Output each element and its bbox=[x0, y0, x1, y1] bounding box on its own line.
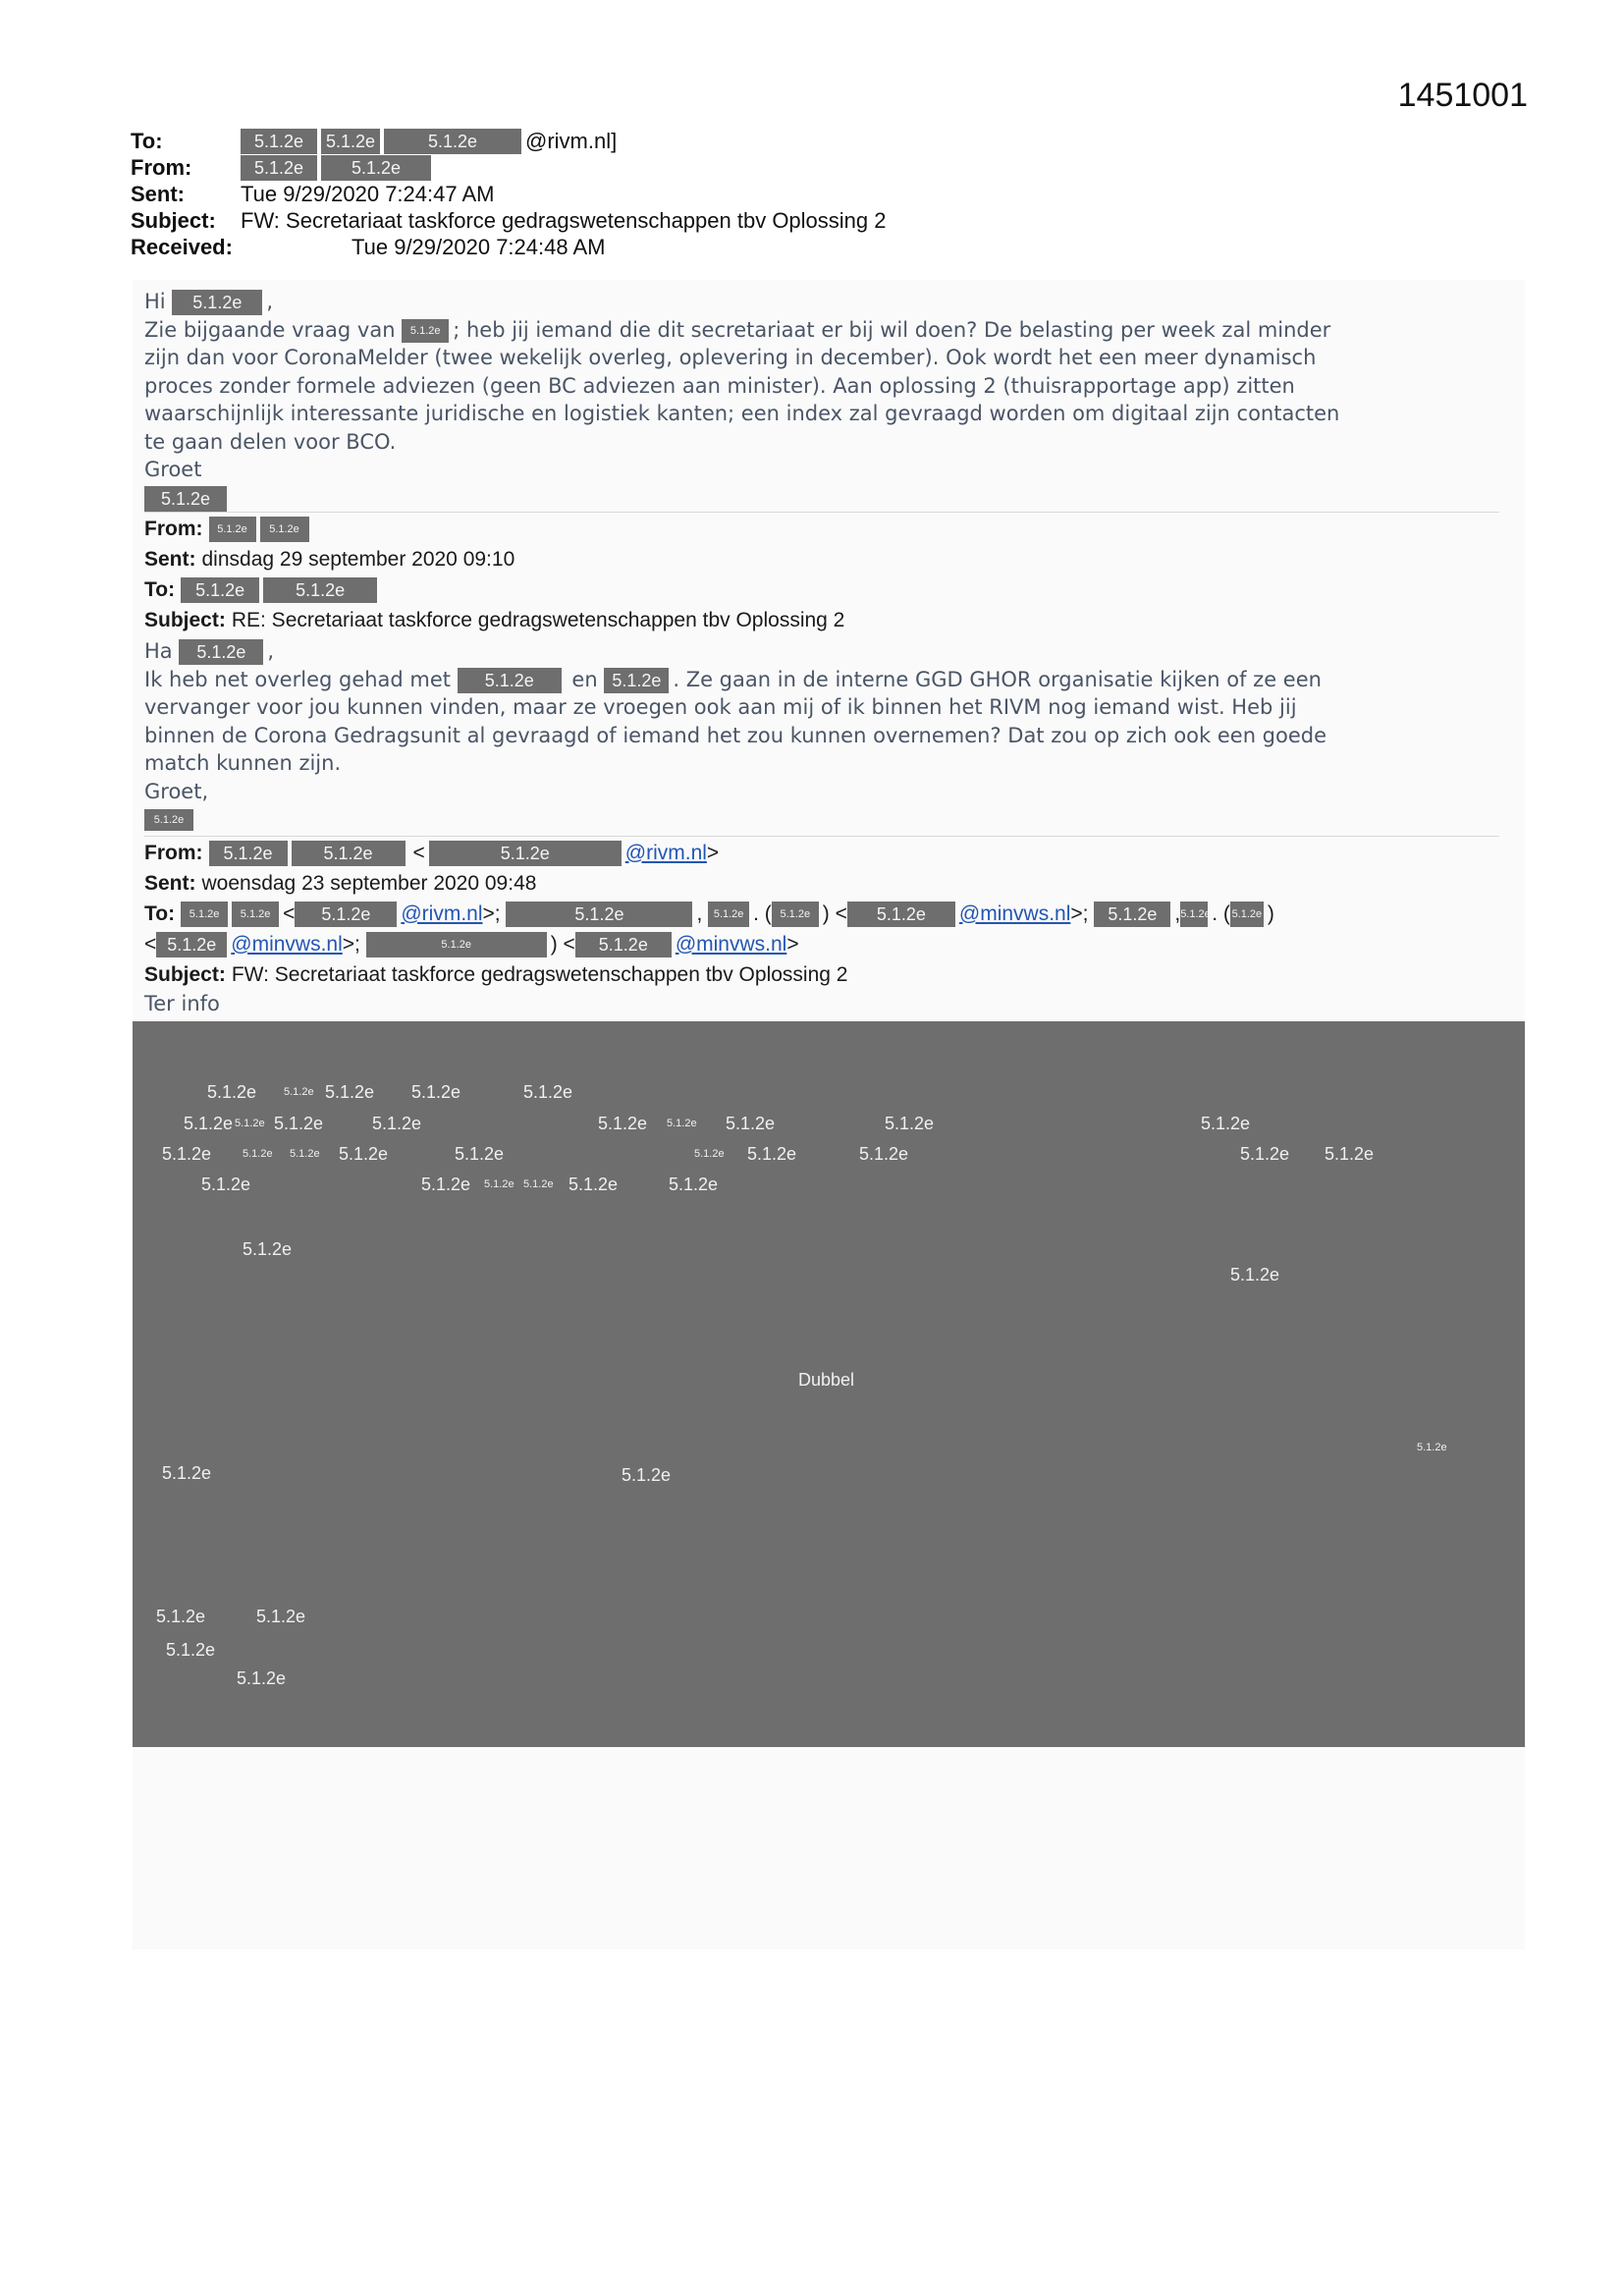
body-line bbox=[144, 666, 1499, 694]
redaction-label: 5.1.2e bbox=[325, 1082, 375, 1102]
from-row: From: 5.1.2e 5.1.2e < 5.1.2e @rivm.nl > bbox=[144, 841, 720, 864]
to-email-suffix: @rivm.nl] bbox=[525, 128, 618, 153]
redaction-label: 5.1.2e bbox=[1417, 1442, 1447, 1453]
email-link[interactable]: @rivm.nl bbox=[401, 902, 483, 925]
redaction-label: 5.1.2e bbox=[237, 1668, 287, 1688]
redacted-attachment-block bbox=[133, 1021, 1525, 1747]
to-row: To: 5.1.2e 5.1.2e < 5.1.2e @rivm.nl >; 5.1.2e , 5.1.2e . ( 5.1.2e ) < 5.1.2e @minvws.nl >; 5.1.2e , 5.1.2e . ( 5.1.2e ) bbox=[144, 902, 1274, 925]
redaction-box: 5.1.2e bbox=[260, 517, 309, 542]
redaction-label: 5.1.2e bbox=[859, 1144, 909, 1164]
redaction-box: 5.1.2e bbox=[292, 841, 406, 866]
header-to-row bbox=[131, 128, 887, 154]
redaction-label: 5.1.2e bbox=[256, 1607, 306, 1626]
redaction-box: 5.1.2e bbox=[241, 129, 317, 154]
redaction-label: 5.1.2e bbox=[669, 1175, 719, 1194]
from-label: From: bbox=[144, 841, 203, 864]
body-line: binnen de Corona Gedragsunit al gevraagd of iemand het zou kunnen overnemen? Dat zou op zich ook een goede bbox=[144, 723, 1327, 747]
redaction-label: 5.1.2e bbox=[747, 1144, 797, 1164]
redaction-label: 5.1.2e bbox=[339, 1144, 389, 1164]
sent-row bbox=[144, 868, 1499, 899]
redaction-box: 5.1.2e bbox=[429, 841, 622, 866]
redaction-box: 5.1.2e bbox=[209, 841, 288, 866]
redaction-box: 5.1.2e bbox=[321, 155, 431, 181]
separator bbox=[144, 836, 1499, 837]
redaction-box: 5.1.2e bbox=[1180, 902, 1208, 927]
greeting: Ha bbox=[144, 639, 173, 663]
redaction-box: 5.1.2e bbox=[295, 902, 397, 927]
redaction-box: 5.1.2e bbox=[604, 668, 669, 693]
redaction-box: 5.1.2e bbox=[847, 902, 955, 927]
greeting: Hi bbox=[144, 290, 166, 313]
sent-value: woensdag 23 september 2020 09:48 bbox=[201, 871, 537, 895]
sent-value: Tue 9/29/2020 7:24:47 AM bbox=[241, 181, 495, 206]
message-1-body bbox=[144, 288, 1499, 512]
redaction-label: 5.1.2e bbox=[274, 1114, 324, 1133]
redaction-box: 5.1.2e bbox=[506, 902, 692, 927]
redaction-label: 5.1.2e bbox=[284, 1086, 314, 1098]
redaction-label: 5.1.2e bbox=[162, 1463, 212, 1483]
subject-label: Subject: bbox=[131, 207, 216, 233]
redaction-box: 5.1.2e bbox=[144, 809, 193, 831]
redaction-box: 5.1.2e bbox=[179, 639, 263, 665]
body-text: Zie bijgaande vraag van bbox=[144, 317, 396, 342]
body-text: . Ze gaan in de interne GGD GHOR organisatie kijken of ze een bbox=[673, 667, 1322, 691]
to-row-continued: < 5.1.2e @minvws.nl >; 5.1.2e ) < 5.1.2e @minvws.nl > bbox=[144, 932, 799, 956]
redaction-box: 5.1.2e bbox=[708, 902, 749, 927]
message-2-header bbox=[144, 514, 1499, 635]
body-text: Ik heb net overleg gehad met bbox=[144, 667, 452, 691]
redaction-box: 5.1.2e bbox=[181, 577, 259, 603]
received-value: Tue 9/29/2020 7:24:48 AM bbox=[352, 234, 606, 259]
redaction-label: 5.1.2e bbox=[411, 1082, 461, 1102]
redaction-box: 5.1.2e bbox=[241, 155, 317, 181]
redaction-label: 5.1.2e bbox=[207, 1082, 257, 1102]
email-link[interactable]: @minvws.nl bbox=[958, 902, 1071, 925]
received-label: Received: bbox=[131, 234, 233, 259]
redaction-box: 5.1.2e bbox=[172, 290, 262, 315]
body-line: proces zonder formele adviezen (geen BC adviezen aan minister). Aan oplossing 2 (thuisrapportage app) zitten bbox=[144, 373, 1295, 398]
redaction-label: 5.1.2e bbox=[1325, 1144, 1375, 1164]
subject-value: FW: Secretariaat taskforce gedragswetenschappen tbv Oplossing 2 bbox=[241, 207, 887, 233]
redaction-box: 5.1.2e bbox=[263, 577, 377, 603]
to-row bbox=[144, 574, 1499, 605]
email-link[interactable]: @rivm.nl bbox=[624, 841, 707, 864]
redaction-label: 5.1.2e bbox=[455, 1144, 505, 1164]
redaction-label: 5.1.2e bbox=[1230, 1265, 1280, 1285]
redaction-box: 5.1.2e bbox=[384, 129, 521, 154]
redaction-label: 5.1.2e bbox=[421, 1175, 471, 1194]
body-line: te gaan delen voor BCO. bbox=[144, 429, 397, 454]
greeting-line: Ha 5.1.2e , bbox=[144, 639, 275, 663]
signature-line bbox=[144, 484, 1499, 513]
separator bbox=[144, 512, 1499, 513]
redaction-label: 5.1.2e bbox=[622, 1465, 672, 1485]
redaction-box: 5.1.2e bbox=[209, 517, 256, 542]
greeting-line: Hi 5.1.2e , bbox=[144, 290, 274, 313]
redaction-box: 5.1.2e bbox=[181, 902, 228, 927]
subject-row bbox=[144, 605, 1499, 635]
redaction-box: 5.1.2e bbox=[232, 902, 279, 927]
from-row bbox=[144, 514, 1499, 544]
redaction-label: 5.1.2e bbox=[156, 1607, 206, 1626]
from-label: From: bbox=[144, 517, 203, 540]
body-line: match kunnen zijn. bbox=[144, 751, 342, 775]
dubbel-label: Dubbel bbox=[798, 1370, 855, 1390]
subject-label: Subject: bbox=[144, 608, 226, 631]
redaction-label: 5.1.2e bbox=[484, 1178, 514, 1190]
redaction-label: 5.1.2e bbox=[201, 1175, 251, 1194]
message-2-body bbox=[144, 637, 1499, 834]
subject-value: FW: Secretariaat taskforce gedragswetenschappen tbv Oplossing 2 bbox=[231, 962, 848, 986]
to-label: To: bbox=[144, 577, 176, 601]
redaction-label: 5.1.2e bbox=[885, 1114, 935, 1133]
header-sent-row bbox=[131, 181, 887, 207]
redaction-box: 5.1.2e bbox=[402, 319, 449, 343]
to-label: To: bbox=[131, 128, 163, 153]
subject-row bbox=[144, 959, 1499, 990]
redaction-label: 5.1.2e bbox=[166, 1640, 216, 1660]
redaction-box: 5.1.2e bbox=[772, 902, 819, 927]
email-link[interactable]: @minvws.nl bbox=[675, 932, 787, 956]
body-line: zijn dan voor CoronaMelder (twee wekelijk overleg, oplevering in december). Ook wordt het een meer dynamisch bbox=[144, 346, 1317, 369]
redaction-label: 5.1.2e bbox=[372, 1114, 422, 1133]
from-label: From: bbox=[131, 154, 192, 180]
header-received-row bbox=[131, 234, 887, 260]
signature-line bbox=[144, 805, 1499, 834]
redaction-label: 5.1.2e bbox=[523, 1082, 573, 1102]
redaction-label: 5.1.2e bbox=[568, 1175, 619, 1194]
sent-value: dinsdag 29 september 2020 09:10 bbox=[201, 547, 515, 571]
redaction-box: 5.1.2e bbox=[1230, 902, 1264, 927]
body-line: waarschijnlijk interessante juridische en logistiek kanten; een index zal gevraagd worden om digitaal zijn contacten bbox=[144, 402, 1340, 425]
redaction-label: 5.1.2e bbox=[1240, 1144, 1290, 1164]
document-id: 1451001 bbox=[1397, 77, 1528, 114]
message-3-header bbox=[144, 838, 1499, 990]
sent-label: Sent: bbox=[144, 871, 196, 895]
redaction-label: 5.1.2e bbox=[523, 1178, 554, 1190]
redaction-label: 5.1.2e bbox=[184, 1114, 234, 1133]
sent-label: Sent: bbox=[144, 547, 196, 571]
redaction-box: 5.1.2e bbox=[156, 932, 227, 957]
message-3-body: Ter info bbox=[144, 992, 220, 1015]
sent-label: Sent: bbox=[131, 181, 185, 206]
redaction-label: 5.1.2e bbox=[235, 1118, 265, 1129]
redaction-box: 5.1.2e bbox=[366, 932, 547, 957]
closing: Groet, bbox=[144, 779, 209, 803]
closing: Groet bbox=[144, 458, 202, 481]
redaction-box: 5.1.2e bbox=[575, 932, 672, 957]
redaction-label: 5.1.2e bbox=[243, 1239, 293, 1259]
header-from-row bbox=[131, 154, 887, 181]
body-text: ; heb jij iemand die dit secretariaat er bij wil doen? De belasting per week zal minder bbox=[453, 317, 1331, 342]
body-text: en bbox=[571, 667, 598, 691]
redaction-box: 5.1.2e bbox=[321, 129, 380, 154]
redaction-label: 5.1.2e bbox=[726, 1114, 776, 1133]
redaction-label: 5.1.2e bbox=[667, 1118, 697, 1129]
redaction-box: 5.1.2e bbox=[144, 486, 227, 512]
redaction-label: 5.1.2e bbox=[694, 1148, 725, 1160]
email-link[interactable]: @minvws.nl bbox=[231, 932, 343, 956]
redaction-label: 5.1.2e bbox=[243, 1148, 273, 1160]
header-subject-row bbox=[131, 207, 887, 234]
to-label: To: bbox=[144, 902, 176, 925]
body-line: vervanger voor jou kunnen vinden, maar ze vroegen ook aan mij of ik binnen het RIVM nog iemand wist. Heb jij bbox=[144, 695, 1297, 719]
body-line bbox=[144, 316, 1499, 345]
redaction-label: 5.1.2e bbox=[598, 1114, 648, 1133]
email-header bbox=[131, 128, 887, 260]
redaction-label: 5.1.2e bbox=[162, 1144, 212, 1164]
redaction-box: 5.1.2e bbox=[458, 668, 562, 693]
subject-value: RE: Secretariaat taskforce gedragswetenschappen tbv Oplossing 2 bbox=[231, 608, 845, 631]
redaction-label: 5.1.2e bbox=[1201, 1114, 1251, 1133]
subject-label: Subject: bbox=[144, 962, 226, 986]
redaction-box: 5.1.2e bbox=[1094, 902, 1170, 927]
redaction-label: 5.1.2e bbox=[290, 1148, 320, 1160]
sent-row bbox=[144, 544, 1499, 574]
